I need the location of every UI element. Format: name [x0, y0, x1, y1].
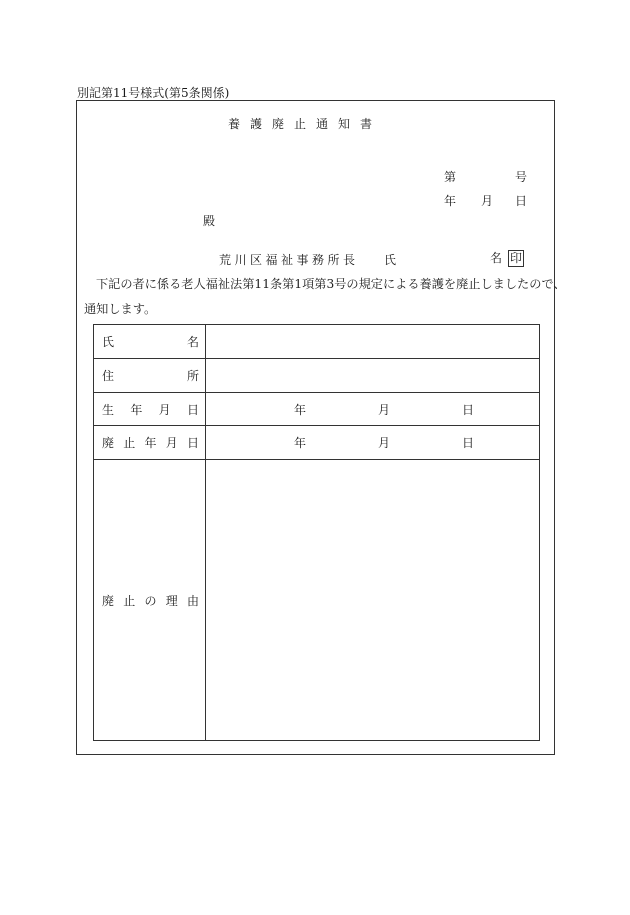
recipient-table [93, 324, 540, 741]
sender-name-prefix: 氏 [384, 253, 397, 267]
name-value-cell[interactable] [206, 325, 540, 359]
form-caption: 別記第11号様式(第5条関係) [77, 86, 230, 100]
abolish-date-label [94, 426, 206, 460]
addressee-suffix: 殿 [203, 214, 216, 228]
number-suffix: 号 [515, 170, 528, 184]
document-title: 養護廃止通知書 [227, 117, 382, 131]
birthdate-label-char: 日 [186, 402, 199, 417]
abolish-date-value-cell[interactable] [206, 426, 540, 460]
notice-body-line-2: 通知します。 [84, 302, 157, 316]
reason-label-char: の [144, 593, 157, 608]
issue-date-month: 月 [481, 194, 494, 208]
address-label [94, 359, 206, 393]
table-row-name [94, 325, 540, 359]
name-label-2: 名 [186, 335, 199, 349]
issue-date-year: 年 [444, 194, 457, 208]
reason-label [94, 460, 206, 741]
birth-month-unit: 月 [378, 402, 391, 417]
reason-value-cell[interactable] [206, 460, 540, 741]
number-prefix: 第 [444, 170, 457, 184]
table-row-address [94, 359, 540, 393]
reason-label-char: 止 [123, 593, 136, 608]
table-row-reason [94, 460, 540, 741]
abolish-date-label-char: 日 [186, 436, 199, 450]
birthdate-value-cell[interactable] [206, 393, 540, 426]
birthdate-label [94, 393, 206, 426]
birthdate-label-char: 年 [130, 402, 143, 417]
birth-year-unit: 年 [294, 402, 307, 417]
sender-office: 荒川区福祉事務所長 [219, 253, 359, 267]
birthdate-label-char: 生 [102, 402, 115, 417]
sender-name-suffix: 名 [490, 251, 503, 265]
table-row-abolish-date [94, 426, 540, 460]
name-label-1: 氏 [102, 335, 115, 349]
table-row-birthdate [94, 393, 540, 426]
abolish-date-label-char: 年 [144, 436, 157, 450]
reason-label-char: 理 [165, 593, 178, 608]
notice-body-line-1: 下記の者に係る老人福祉法第11条第1項第3号の規定による養護を廃止しましたので、 [96, 277, 566, 291]
abolish-year-unit: 年 [294, 436, 307, 450]
birthdate-label-char: 月 [158, 402, 171, 417]
abolish-date-label-char: 廃 [102, 436, 115, 450]
abolish-month-unit: 月 [378, 436, 391, 450]
issue-date-day: 日 [515, 194, 528, 208]
abolish-day-unit: 日 [462, 436, 475, 450]
birth-day-unit: 日 [462, 402, 475, 417]
address-value-cell[interactable] [206, 359, 540, 393]
name-label [94, 325, 206, 359]
abolish-date-label-char: 月 [165, 436, 178, 450]
seal-mark: 印 [510, 251, 523, 265]
reason-label-char: 廃 [102, 593, 115, 608]
reason-label-char: 由 [186, 593, 199, 608]
address-label-2: 所 [186, 369, 199, 383]
notice-body [84, 272, 566, 322]
address-label-1: 住 [102, 369, 115, 383]
sender-signature [490, 249, 524, 267]
abolish-date-label-char: 止 [123, 436, 136, 450]
